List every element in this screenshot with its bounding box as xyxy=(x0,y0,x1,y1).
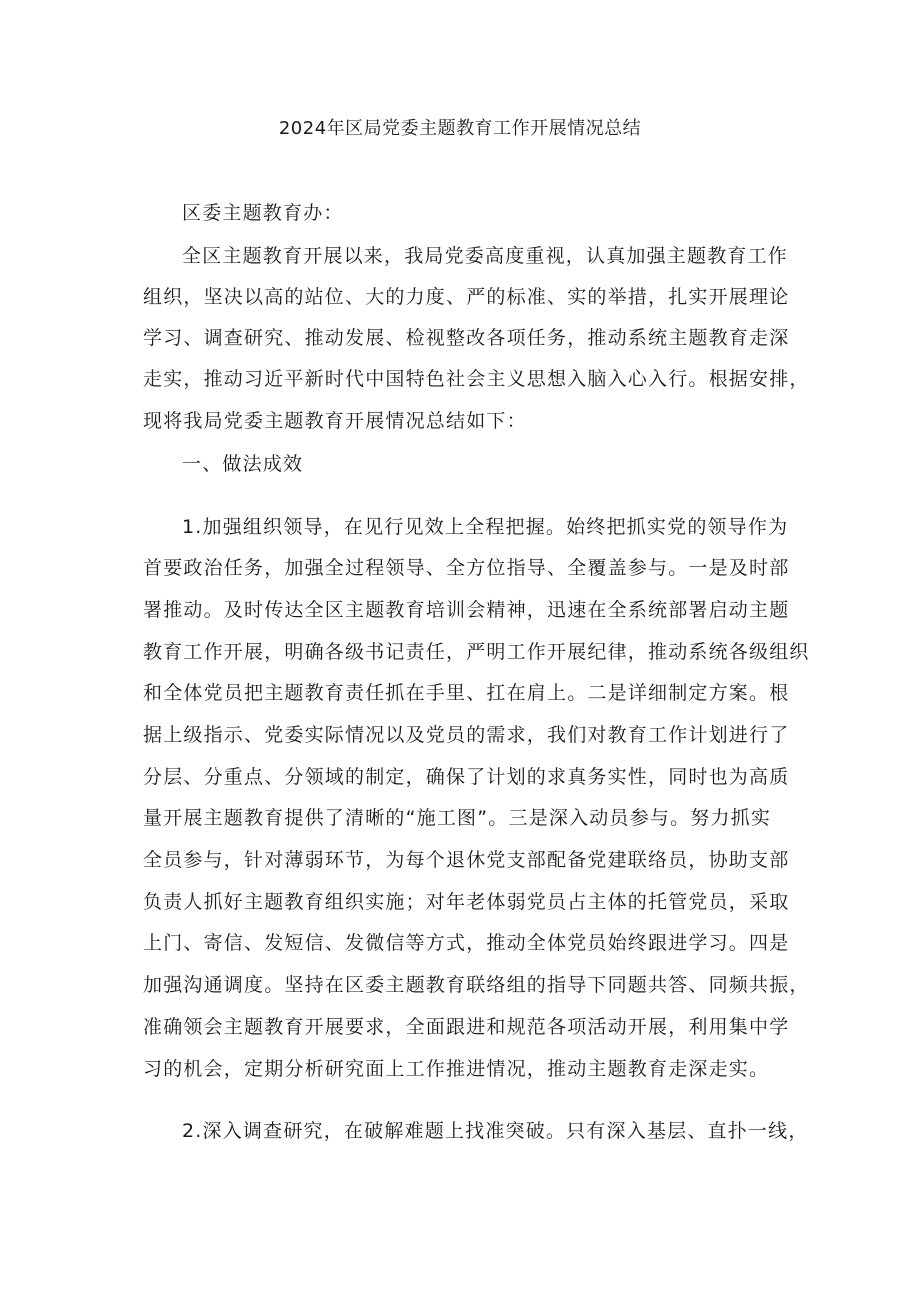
item1-line: 教育工作开展，明确各级书记责任，严明工作开展纪律，推动系统各级组织 xyxy=(143,641,810,663)
item1-line: 据上级指示、党委实际情况以及党员的需求，我们对教育工作计划进行了 xyxy=(143,724,790,746)
item1-line: 署推动。及时传达全区主题教育培训会精神，迅速在全系统部署启动主题 xyxy=(143,599,790,621)
item1-line: 负责人抓好主题教育组织实施；对年老体弱党员占主体的托管党员，采取 xyxy=(143,891,790,913)
item1-line: 全员参与，针对薄弱环节，为每个退休党支部配备党建联络员，协助支部 xyxy=(143,849,790,871)
intro-line: 组织，坚决以高的站位、大的力度、严的标准、实的举措，扎实开展理论 xyxy=(143,286,790,308)
item1-line: 加强沟通调度。坚持在区委主题教育联络组的指导下同题共答、同频共振， xyxy=(143,974,810,996)
intro-line: 全区主题教育开展以来，我局党委高度重视，认真加强主题教育工作 xyxy=(182,245,789,267)
item1-line: 首要政治任务，加强全过程领导、全方位指导、全覆盖参与。一是及时部 xyxy=(143,557,790,579)
item1-line: 和全体党员把主题教育责任抓在手里、扛在肩上。二是详细制定方案。根 xyxy=(143,682,790,704)
intro-line: 现将我局党委主题教育开展情况总结如下： xyxy=(143,410,527,432)
item1-line: 上门、寄信、发短信、发微信等方式，推动全体党员始终跟进学习。四是 xyxy=(143,932,790,954)
intro-line: 走实，推动习近平新时代中国特色社会主义思想入脑入心入行。根据安排， xyxy=(143,368,810,390)
salutation: 区委主题教育办： xyxy=(182,202,344,224)
item2-line: 2.深入调查研究，在破解难题上找准突破。只有深入基层、直扑一线， xyxy=(182,1120,809,1142)
item1-line: 习的机会，定期分析研究面上工作推进情况，推动主题教育走深走实。 xyxy=(143,1058,770,1080)
item1-line: 量开展主题教育提供了清晰的“施工图”。三是深入动员参与。努力抓实 xyxy=(143,807,772,829)
item1-line: 分层、分重点、分领域的制定，确保了计划的求真务实性，同时也为高质 xyxy=(143,766,790,788)
intro-line: 学习、调查研究、推动发展、检视整改各项任务，推动系统主题教育走深 xyxy=(143,327,790,349)
item1-line: 1.加强组织领导，在见行见效上全程把握。始终把抓实党的领导作为 xyxy=(182,516,789,538)
document-title: 2024年区局党委主题教育工作开展情况总结 xyxy=(278,118,642,139)
section-heading: 一、做法成效 xyxy=(182,453,304,475)
item1-line: 准确领会主题教育开展要求，全面跟进和规范各项活动开展，利用集中学 xyxy=(143,1016,790,1038)
